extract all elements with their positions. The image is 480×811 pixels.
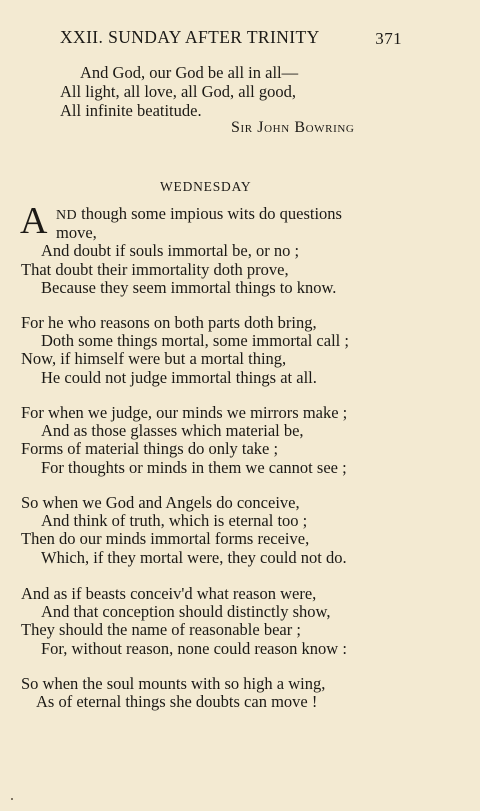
section-title: WEDNESDAY [160, 179, 252, 194]
previous-poem-line: All infinite beatitude. [60, 101, 202, 120]
poem-line: So when the soul mounts with so high a wing, [21, 674, 326, 693]
drop-cap: A [20, 200, 48, 242]
first-line-rest: though some impious wits do questions [77, 204, 342, 223]
poem-first-line [56, 206, 342, 223]
first-word-smallcaps: ND [56, 208, 78, 223]
poem-line: He could not judge immortal things at all. [41, 368, 317, 387]
poem-line: Forms of material things do only take ; [21, 439, 279, 458]
poem-line: Now, if himself were but a mortal thing, [21, 349, 287, 368]
previous-poem-line: And God, our God be all in all— [80, 63, 299, 82]
poem-line: They should the name of reasonable bear ; [21, 620, 301, 639]
poem-attribution: Sir John Bowring [231, 119, 355, 136]
poem-line: For he who reasons on both parts doth bring, [21, 313, 317, 332]
poem-line: Which, if they mortal were, they could not do. [41, 548, 347, 567]
poem-line: Doth some things mortal, some immortal call ; [41, 331, 349, 350]
poem-line: As of eternal things she doubts can move ! [36, 692, 318, 711]
poem-line: And as those glasses which material be, [41, 421, 304, 440]
poem-line: And that conception should distinctly show, [41, 602, 331, 621]
poem-line: And think of truth, which is eternal too ; [41, 511, 308, 530]
paper-speck [11, 798, 13, 800]
poem-line: For when we judge, our minds we mirrors make ; [21, 403, 348, 422]
poem-line: Then do our minds immortal forms receive, [21, 529, 310, 548]
poem-line: move, [56, 223, 97, 242]
poem-line: So when we God and Angels do conceive, [21, 493, 300, 512]
poem-line: Because they seem immortal things to know. [41, 278, 337, 297]
poem-line: And as if beasts conceiv'd what reason were, [21, 584, 317, 603]
poem-line: For thoughts or minds in them we cannot see ; [41, 458, 347, 477]
page-number: 371 [375, 29, 402, 48]
poem-line: And doubt if souls immortal be, or no ; [41, 241, 300, 260]
poem-line: That doubt their immortality doth prove, [21, 260, 289, 279]
poem-line: For, without reason, none could reason know : [41, 639, 347, 658]
previous-poem-line: All light, all love, all God, all good, [60, 82, 297, 101]
running-title: XXII. SUNDAY AFTER TRINITY [60, 27, 320, 47]
